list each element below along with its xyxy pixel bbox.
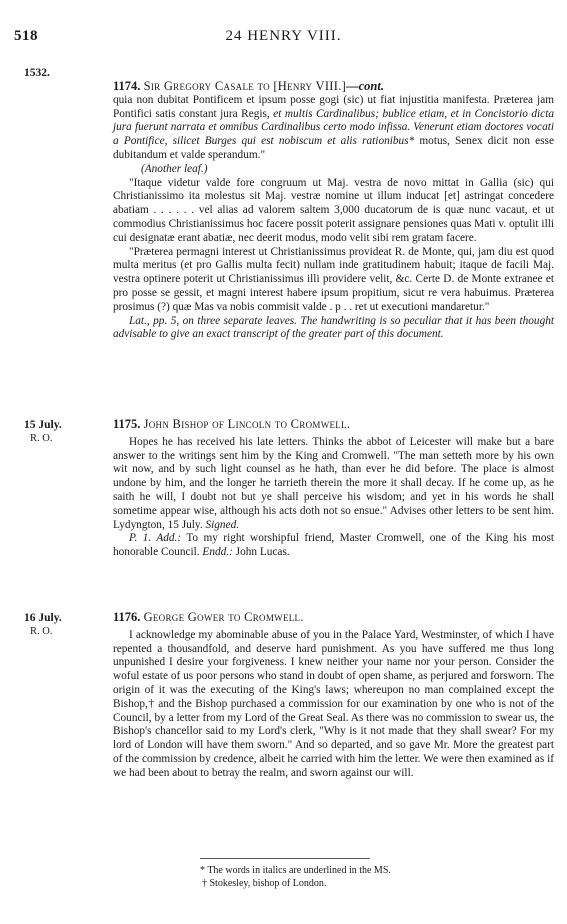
record-office-ref: R. O. bbox=[30, 433, 53, 444]
entry-1175-title bbox=[113, 418, 554, 432]
entry-heading: John Bishop of Lincoln to Cromwell. bbox=[143, 417, 351, 431]
page-number: 518 bbox=[14, 28, 38, 44]
text-run: Hopes he has received his late letters. Thinks the abbot of Leicester will make but a bare answer to the writings sent him by the King and Cromwell. "The man setteth more by his own wit now, and by such light counsel as he hath, than ever he did before. The place is almost undone by him, and the longer he tarrieth therein the more it shall decay. If he come up, as he saith he will, I doubt not but ye shall perceive his wisdom; and yet in his words he shall sometime appear wise, although his acts doth not so ensue." Advises other letters to be sent him. Lydyngton, 15 July. bbox=[113, 435, 554, 531]
entry-1176-title bbox=[113, 611, 554, 625]
entry-number: 1174. bbox=[113, 79, 141, 93]
entry-1176-para-1: I acknowledge my abominable abuse of you in the Palace Yard, Westminster, of which I have repented a thousandfold, and deserve hard punishment. As you have suffered me thus long unpunished I desire your forgiveness. I knew neither your name nor your person. Consider the woful estate of us poor persons who stand in doubt of open shame, as perjured and forsworn. The origin of it was the executing of the King's laws; whereupon no man complained except the Bishop,† and the Bishop purchased a commission for our examination by one who is not of the Council, by a letter from my Lord of the Great Seal. As there was no commission to swear us, the Bishop's chancellor said to my Lord's clerk, "Why is it not made that they shall swear? For my lord of London will have them sworn." And so departed, and so gave Mr. More the greatest part of the commission by credence, albeit he carried with him the letter. We were then examined as if we had been about to betray the realm, and sworn against our will. bbox=[113, 628, 554, 779]
entry-date: 15 July. bbox=[24, 419, 62, 431]
running-head: 24 HENRY VIII. bbox=[225, 28, 342, 44]
footnote-2: † Stokesley, bishop of London. bbox=[202, 878, 327, 889]
text-run: quia non dubitat Pontificem et ipsum posse gogi (sic) ut fiat injustitia manifesta. Præterea jam Pontifici satis constant jura Regis, bbox=[113, 93, 554, 120]
address-label: P. 1. Add.: bbox=[129, 532, 182, 545]
entry-1175-para-1 bbox=[113, 436, 554, 533]
footnote-1: * The words in italics are underlined in the MS. bbox=[200, 865, 391, 876]
signed-note: Signed. bbox=[205, 518, 240, 531]
margin-year bbox=[24, 66, 104, 80]
entry-1174-source-note: Lat., pp. 5, on three separate leaves. The handwriting is so peculiar that it has been thought advisable to give an exact transcript of the greater part of this document. bbox=[113, 314, 554, 341]
entry-number: 1176. bbox=[113, 610, 141, 624]
entry-1174-title bbox=[113, 80, 554, 94]
entry-1174-para-3: "Præterea permagni interest ut Christianissimus provideat R. de Monte, qui, jam diu est quod multa meritus (et pro Gallis multa fecit) nullam inde gratitudinem habuit; itaque de facili Maj. vestra optinere poterit ut Christianissimus illi providere velit, &c. Certe D. de Monte extranee et pro posse se gessit, et magni interest habere ipsum propitium, sicut re vera habuimus. Præterea prosimus (?) quæ Mas va nobis commisit valde . p . . ret ut executioni mandaretur." bbox=[113, 245, 554, 313]
entry-1176 bbox=[113, 611, 554, 781]
endorsement-text: John Lucas. bbox=[232, 546, 290, 559]
margin-1176 bbox=[24, 611, 104, 639]
entry-1174 bbox=[113, 80, 554, 342]
entry-1175-address bbox=[113, 532, 554, 560]
entry-1174-para-2: "Itaque videtur valde fore congruum ut Maj. vestra de novo mittat in Gallia (sic) qui Christianissimo ita molestus sit Maj. vestræ nomine ut illum inducat [et] astringat concedere abatiam . . . . . . vel alias ad valorem saltem 3,000 ducatorum de is quæ nunc vacaut, et ut commodius Christianissimus hoc facere possit poterit assignare pensiones quas Mati v. optulit illi cui designatæ erant abatiæ, nec deerit modus, modo velit sibi rem gratam facere. bbox=[113, 176, 554, 244]
page-header bbox=[8, 28, 559, 46]
footnotes bbox=[200, 864, 500, 890]
entry-heading: George Gower to Cromwell. bbox=[143, 610, 304, 624]
entry-number: 1175. bbox=[113, 417, 141, 431]
text-run: motus, Senex dicit non esse dubitandum et valde sperandum." bbox=[113, 135, 554, 161]
entry-1174-para-1 bbox=[113, 94, 554, 163]
entry-1175 bbox=[113, 418, 554, 560]
margin-1175 bbox=[24, 418, 104, 446]
year-label: 1532. bbox=[24, 67, 50, 79]
underlined-text-run: et multis Cardinalibus; bublice etiam, et in Concistorio dicta jura fuerunt narrata et omnibus Cardinalibus certo modo infissa. Venerunt etiam doctores vocati a Pontifice, silicet Burges qui est nobiscum et alis rationibus* bbox=[113, 107, 554, 148]
address-text: To my right worshipful friend, Master Cromwell, one of the King his most honorable Council. bbox=[113, 532, 555, 559]
entry-heading: Sir Gregory Casale to [Henry VIII.] bbox=[143, 79, 347, 93]
another-leaf-note: (Another leaf.) bbox=[141, 162, 208, 175]
entry-date: 16 July. bbox=[24, 612, 62, 624]
entry-continued: —cont. bbox=[346, 79, 384, 93]
footnote-rule bbox=[200, 858, 370, 859]
endorsement-label: Endd.: bbox=[202, 546, 233, 559]
record-office-ref: R. O. bbox=[30, 626, 53, 637]
